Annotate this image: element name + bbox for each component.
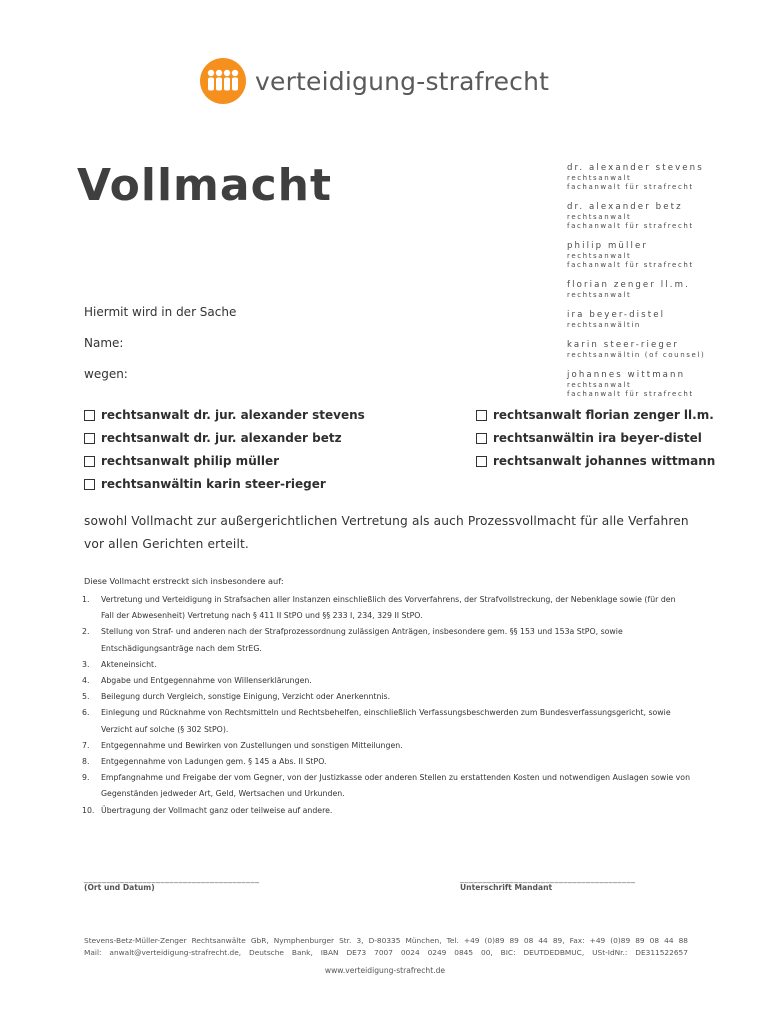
checkbox-box[interactable] (476, 433, 487, 444)
checkbox-label: rechtsanwältin ira beyer-distel (493, 431, 702, 445)
footer-word: 08 (649, 936, 660, 945)
footer-word: DE73 (346, 947, 367, 957)
list-text: Akteneinsicht. (101, 659, 157, 669)
list-text: Abgabe und Entgegennahme von Willenserklärungen. (101, 676, 312, 686)
list-item (82, 803, 690, 819)
lawyer-entry (567, 369, 762, 399)
logo-text: verteidigung-strafrecht (255, 66, 550, 96)
lawyer-entry (567, 201, 762, 231)
footer-bank-row (84, 947, 688, 959)
list-text: Vertretung und Verteidigung in Strafsachen aller Instanzen einschließlich des Vorverfahrens, der Strafvollstreckung, der Nebenklage sowie (für den Fall der Abwesenheit) Vertretung nach § 411 II StPO und §§ 233 I, 234, 329 II StPO. (101, 595, 676, 621)
page-title: Vollmacht (77, 160, 333, 211)
lawyer-role: rechtsanwältin (of counsel) (567, 351, 706, 359)
checkbox-label: rechtsanwalt johannes wittmann (493, 454, 716, 468)
lawyer-role: rechtsanwältin (567, 321, 641, 329)
list-number: 7. (82, 740, 90, 750)
wegen-label[interactable]: wegen: (84, 367, 128, 381)
footer-word: 0249 (427, 947, 447, 957)
checkbox-label: rechtsanwalt florian zenger ll.m. (493, 408, 714, 422)
lawyer-entry (567, 162, 762, 192)
list-text: Entgegennahme und Bewirken von Zustellungen und sonstigen Mitteilungen. (101, 740, 403, 750)
authority-paragraph: sowohl Vollmacht zur außergerichtlichen Vertretung als auch Prozessvollmacht für alle Verfahren vor allen Gerichten erteilt. (84, 514, 689, 551)
list-number: 1. (82, 595, 90, 604)
footer-word: anwalt@verteidigung-strafrecht.de, (109, 947, 242, 957)
footer-word: Str. (339, 936, 352, 945)
list-text: Empfangnahme und Freigabe der vom Gegner, von der Justizkasse oder anderen Stellen zu erstattenden Kosten und notwendigen Auslagen sowie von Gegenständen jedweder Art, Geld, Wertsachen und Urkunden. (101, 773, 691, 799)
footer-word: 89, (552, 936, 565, 945)
list-item (82, 657, 690, 673)
list-text: Übertragung der Vollmacht ganz oder teilweise auf andere. (101, 805, 333, 815)
lawyer-role: fachanwalt für strafrecht (567, 183, 694, 191)
footer-word: 08 (523, 936, 534, 945)
checkbox-label: rechtsanwältin karin steer-rieger (101, 477, 326, 491)
list-number: 5. (82, 692, 90, 702)
footer-word: 89 (635, 936, 645, 945)
signature-place-date (84, 874, 260, 892)
footer (84, 935, 688, 958)
checkbox-label: rechtsanwalt dr. jur. alexander betz (101, 431, 342, 445)
footer-word: DE311522657 (635, 947, 688, 957)
list-item (82, 689, 690, 705)
lawyer-name: ira beyer-distel (567, 310, 666, 320)
list-item (82, 705, 690, 737)
list-number: 9. (82, 773, 90, 783)
footer-address-row (84, 935, 688, 947)
lawyer-role: rechtsanwalt (567, 213, 632, 221)
footer-word: Fax: (569, 936, 585, 945)
list-item (82, 624, 690, 656)
checkbox-wittmann[interactable] (476, 454, 715, 468)
footer-word: 0024 (400, 947, 420, 957)
list-item (82, 673, 690, 689)
footer-word: D-80335 (368, 936, 401, 945)
lawyer-name: florian zenger ll.m. (567, 280, 690, 290)
footer-word: München, (405, 936, 442, 945)
footer-word: Tel. (446, 936, 459, 945)
checkbox-box[interactable] (476, 410, 487, 421)
lawyer-role: rechtsanwalt (567, 174, 632, 182)
footer-word: 89 (509, 936, 519, 945)
lawyer-name: johannes wittmann (567, 370, 686, 380)
footer-word: 44 (664, 936, 674, 945)
lawyer-entry (567, 240, 762, 270)
checkbox-betz[interactable] (84, 431, 342, 445)
sache-label: Hiermit wird in der Sache (84, 305, 237, 319)
footer-word: USt-IdNr.: (592, 947, 628, 957)
list-text: Entgegennahme von Ladungen gem. § 145 a Abs. II StPO. (101, 757, 327, 767)
footer-word: IBAN (320, 947, 339, 957)
footer-word: 0845 (454, 947, 474, 957)
checkbox-zenger[interactable] (476, 408, 714, 422)
lawyer-name: dr. alexander stevens (567, 163, 704, 173)
lawyer-role: fachanwalt für strafrecht (567, 222, 694, 230)
signature-label: Unterschrift Mandant (460, 883, 553, 892)
checkbox-box[interactable] (84, 410, 95, 421)
footer-word: 88 (678, 936, 688, 945)
lawyer-role: fachanwalt für strafrecht (567, 390, 694, 398)
footer-word: 7007 (374, 947, 393, 957)
footer-word: Mail: (84, 947, 102, 957)
lawyer-role: fachanwalt für strafrecht (567, 261, 694, 269)
list-text: Beilegung durch Vergleich, sonstige Einigung, Verzicht oder Anerkenntnis. (101, 692, 391, 702)
footer-word: Nymphenburger (273, 936, 335, 945)
lawyer-name: karin steer-rieger (567, 340, 679, 350)
list-intro: Diese Vollmacht erstreckt sich insbesondere auf: (84, 576, 284, 586)
lawyer-role: rechtsanwalt (567, 252, 632, 260)
list-text: Stellung von Straf- und anderen nach der Strafprozessordnung zulässigen Anträgen, insbesondere gem. §§ 153 und 153a StPO, sowie Entschädigungsanträge nach dem StrEG. (101, 627, 623, 653)
checkbox-stevens[interactable] (84, 408, 365, 422)
name-label[interactable]: Name: (84, 336, 124, 350)
lawyer-role: rechtsanwalt (567, 291, 632, 299)
scope-list (82, 592, 690, 819)
footer-word: GbR, (250, 936, 269, 945)
footer-word: +49 (589, 936, 606, 945)
footer-word: (0)89 (610, 936, 631, 945)
lawyer-entry (567, 339, 762, 360)
footer-word: DEUTDEDBMUC, (523, 947, 585, 957)
signature-line[interactable]: _______________________________________ (460, 874, 636, 883)
lawyer-entry (567, 279, 762, 300)
footer-word: Deutsche (249, 947, 284, 957)
checkbox-beyer-distel[interactable] (476, 431, 702, 445)
lawyer-list (567, 162, 762, 408)
lawyer-name: philip müller (567, 241, 648, 251)
list-item (82, 738, 690, 754)
footer-word: 44 (538, 936, 548, 945)
logo-people-icon (200, 58, 246, 104)
checkbox-box[interactable] (84, 479, 95, 490)
footer-word: Bank, (291, 947, 313, 957)
checkbox-box[interactable] (476, 456, 487, 467)
list-number: 6. (82, 708, 90, 718)
checkbox-box[interactable] (84, 433, 95, 444)
footer-word: 3, (356, 936, 364, 945)
signature-label: (Ort und Datum) (84, 883, 155, 892)
lawyer-name: dr. alexander betz (567, 202, 683, 212)
footer-website-link[interactable]: www.verteidigung-strafrecht.de (324, 966, 446, 975)
checkbox-steer-rieger[interactable] (84, 477, 326, 491)
list-number: 4. (82, 676, 90, 686)
signature-line[interactable]: _______________________________________ (84, 874, 260, 883)
lawyer-entry (567, 309, 762, 330)
list-number: 2. (82, 627, 90, 637)
list-item (82, 770, 690, 802)
logo (200, 58, 549, 104)
footer-word: Stevens-Betz-Müller-Zenger (84, 936, 187, 945)
checkbox-box[interactable] (84, 456, 95, 467)
footer-word: (0)89 (484, 936, 505, 945)
footer-word: BIC: (500, 947, 516, 957)
list-item (82, 592, 690, 624)
checkbox-mueller[interactable] (84, 454, 279, 468)
checkbox-label: rechtsanwalt philip müller (101, 454, 280, 468)
signature-client (460, 874, 636, 892)
footer-word: Rechtsanwälte (191, 936, 246, 945)
list-number: 10. (82, 805, 95, 815)
list-item (82, 754, 690, 770)
list-number: 3. (82, 659, 90, 669)
footer-word: +49 (463, 936, 480, 945)
checkbox-label: rechtsanwalt dr. jur. alexander stevens (101, 408, 365, 422)
list-text: Einlegung und Rücknahme von Rechtsmitteln und Rechtsbehelfen, einschließlich Verfassungsbeschwerden zum Bundesverfassungsgericht, sowie Verzicht auf solche (§ 302 StPO). (101, 708, 671, 734)
footer-word: 00, (481, 947, 493, 957)
lawyer-role: rechtsanwalt (567, 381, 632, 389)
list-number: 8. (82, 757, 90, 767)
